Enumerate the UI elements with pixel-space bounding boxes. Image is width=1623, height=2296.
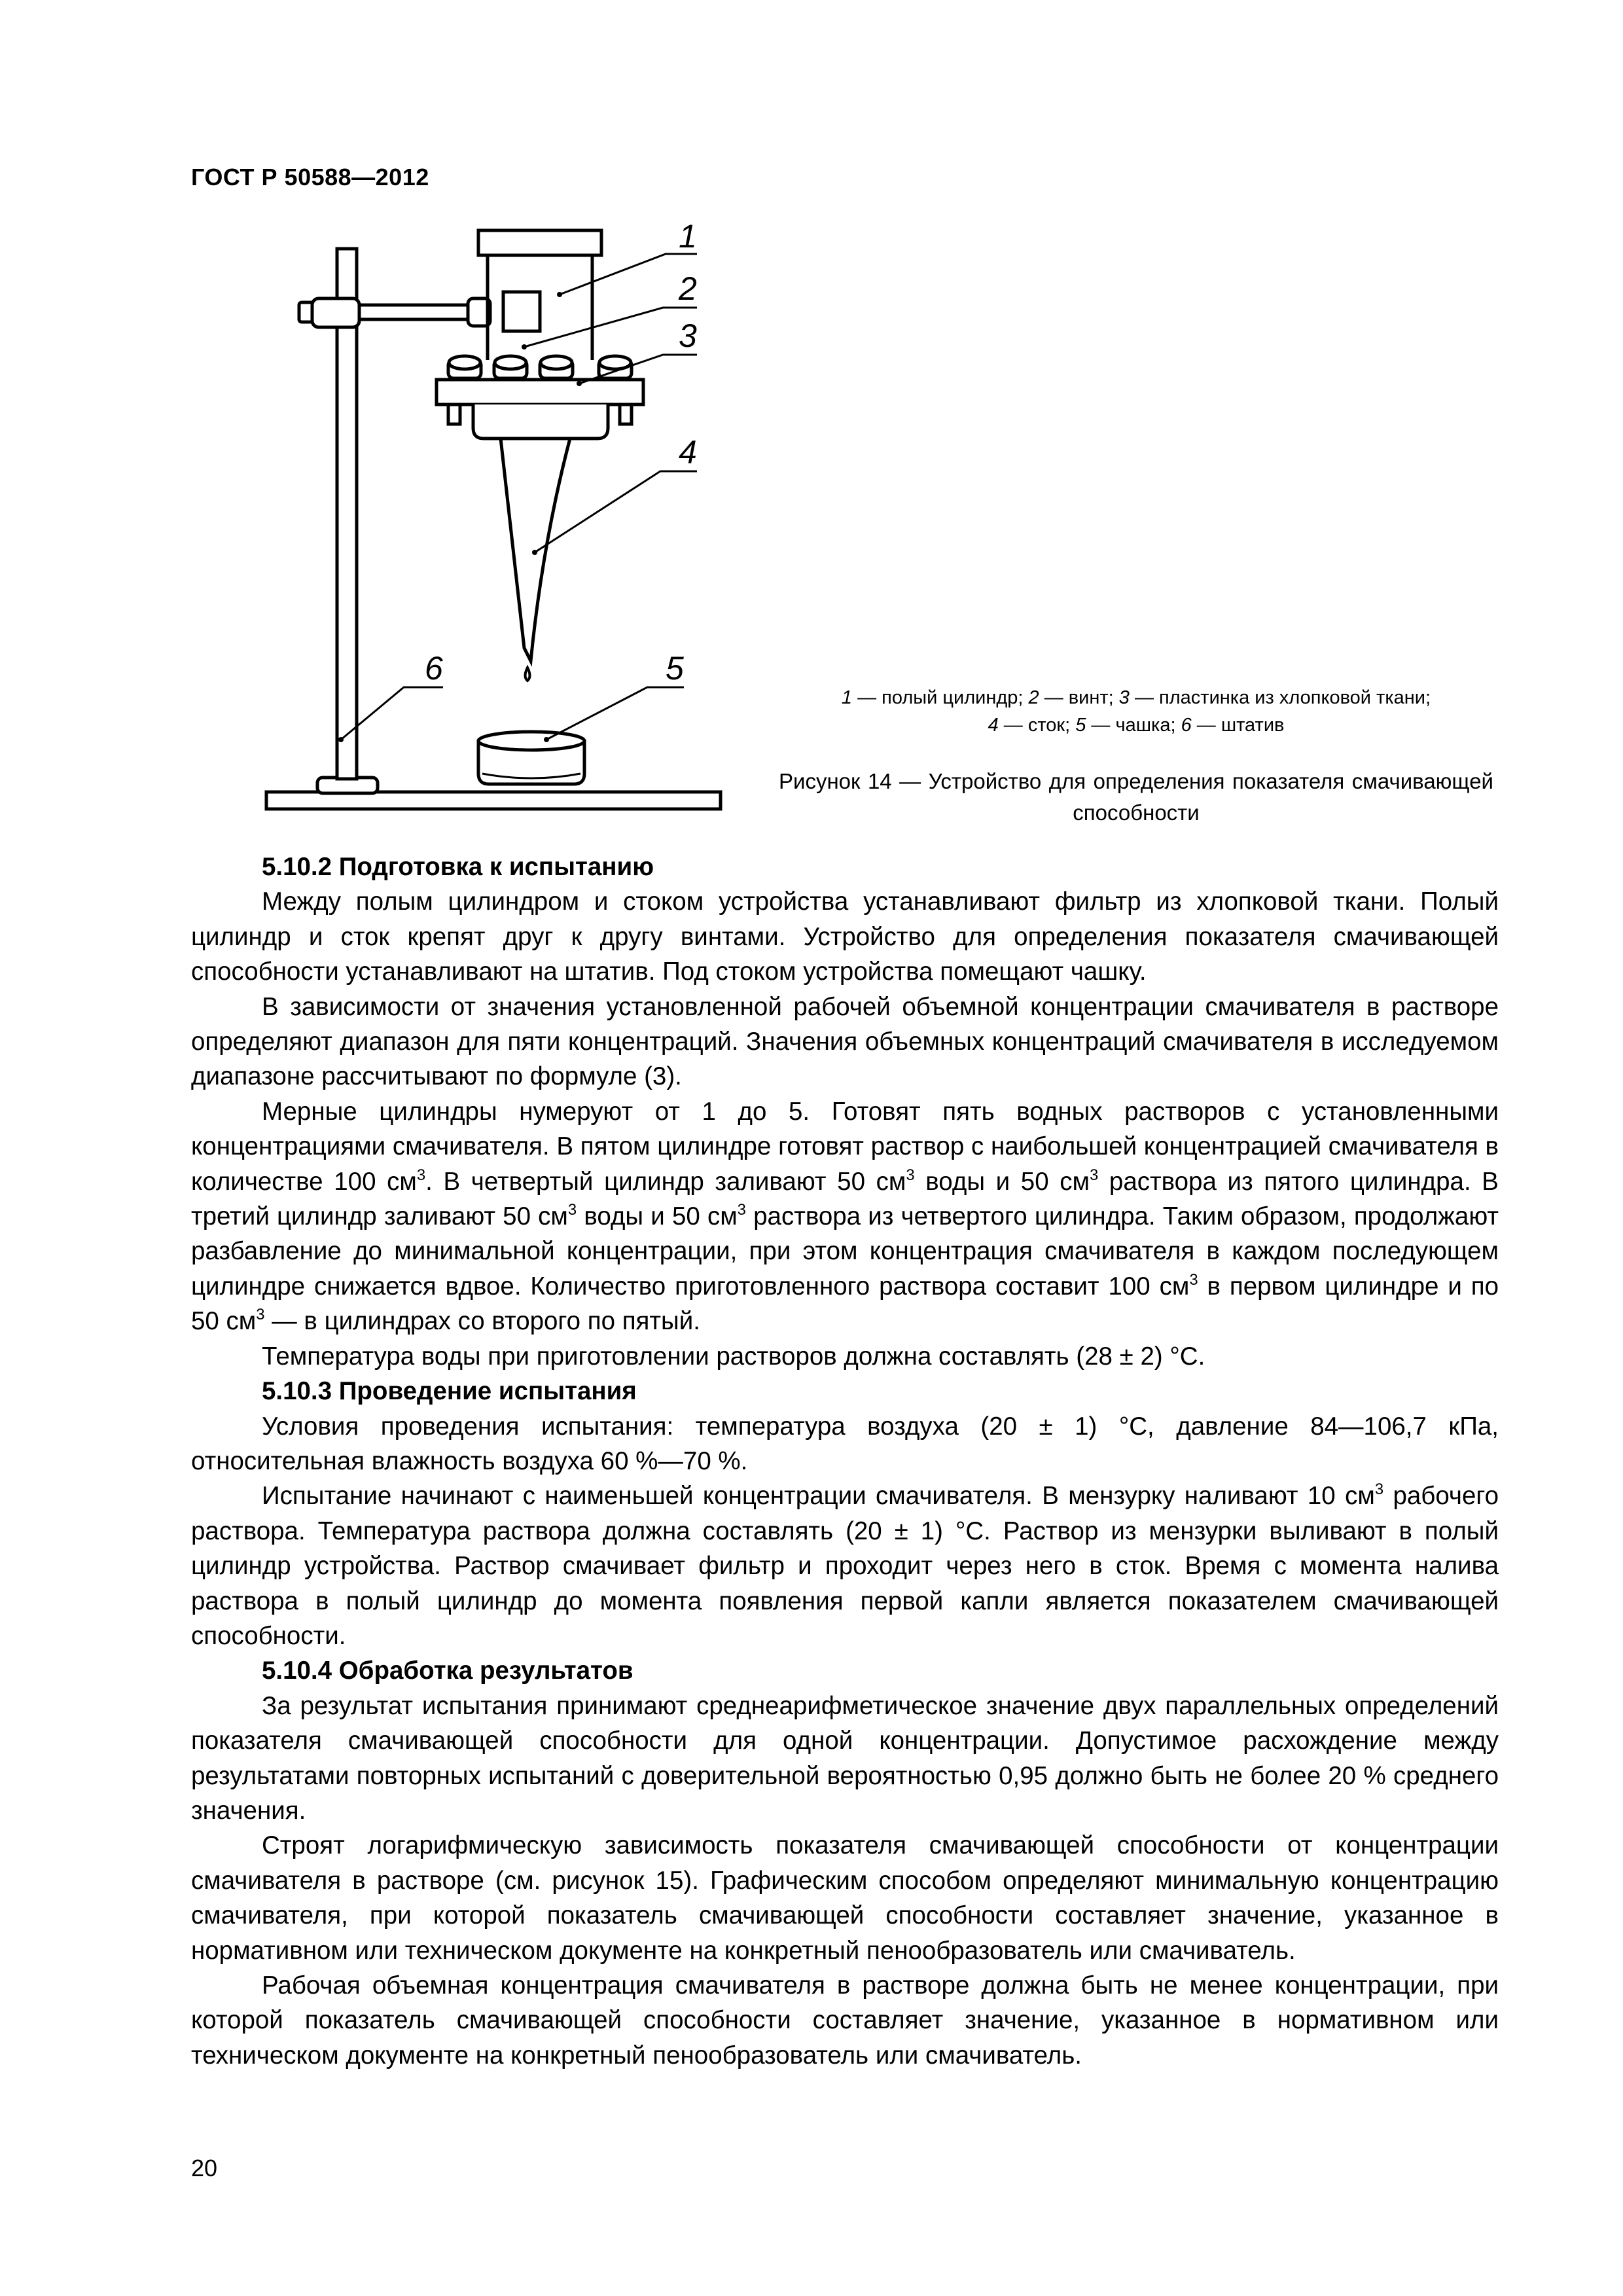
flange-plate [437,380,643,404]
superscript: 3 [1189,1271,1198,1289]
paragraph-text: воды и 50 см [914,1167,1090,1196]
section-heading: 5.10.4 Обработка результатов [262,1657,633,1685]
cylinder-block [503,292,540,331]
paragraph [191,1689,1499,1829]
leader-2 [524,308,697,347]
drain-funnel [501,439,570,661]
legend-text: — сток; [998,715,1076,736]
paragraph-text: в первом цилиндре и по 50 см [191,1272,1499,1336]
paragraph [191,1409,1499,1479]
superscript: 3 [906,1166,915,1184]
drain-cup [473,404,608,439]
superscript: 3 [567,1201,577,1219]
paragraph-text: рабочего раствора. Температура раствора должна составлять (20 ± 1) °С. Раствор из мензурки выливают в полый цилиндр устройства. Раствор смачивает фильтр и проходит через него в сток. Время с момента налива раствора в полый цилиндр до момента появления первой капли является показателем смачивающей способности. [191,1482,1499,1650]
superscript: 3 [1374,1480,1384,1499]
label-1: 1 [679,218,697,255]
superscript: 3 [737,1201,746,1219]
label-6: 6 [425,650,443,687]
paragraph [191,1828,1499,1968]
figure-legend [779,684,1493,739]
legend-text: — чашка; [1086,715,1181,736]
legend-num: 2 [1028,687,1039,708]
paragraph-text: раствора из четвертого цилиндра. Таким образом, продолжают разбавление до минимальной концентрации, при этом концентрация смачивателя в каждом последующем цилиндре снижается вдвое. Количество приготовленного раствора составит 100 см [191,1202,1499,1300]
paragraph [191,990,1499,1094]
paragraph-text: Температура воды при приготовлении растворов должна составлять (28 ± 2) °С. [262,1342,1205,1371]
legend-text: — полый цилиндр; [852,687,1029,708]
document-header: ГОСТ Р 50588—2012 [191,164,429,190]
paragraph-text: — в цилиндрах со второго по пятый. [264,1307,700,1336]
legend-num: 3 [1118,687,1130,708]
page-number: 20 [191,2155,218,2181]
paragraph-text: . В четвертый цилиндр заливают 50 см [425,1167,906,1196]
paragraph-text: Между полым цилиндром и стоком устройства устанавливают фильтр из хлопковой ткани. Полый цилиндр и сток крепят друг к другу винтами. Устройство для определения показателя смачивающей способности устанавливают на штатив. Под стоком устройства помещают чашку. [191,888,1499,986]
legend-num: 6 [1181,715,1192,736]
clamp-boss [312,298,359,327]
paragraph-text: В зависимости от значения установленной рабочей объемной концентрации смачивателя в растворе определяют диапазон для пяти концентраций. Значения объемных концентраций смачивателя в исследуемом диапазоне рассчитывают по формуле (3). [191,992,1499,1091]
superscript: 3 [1089,1166,1099,1184]
legend-text: — пластинка из хлопковой ткани; [1129,687,1431,708]
paragraph-text: Испытание начинают с наименьшей концентрации смачивателя. В мензурку наливают 10 см [262,1482,1375,1511]
paragraph-text: воды и 50 см [577,1202,738,1231]
paragraph [191,1339,1499,1374]
paragraph-text: Рабочая объемная концентрация смачивателя в растворе должна быть не менее концентрации, при которой показатель смачивающей способности составляет значение, указанное в нормативном или техническом документе на конкретный пенообразователь или смачиватель. [191,1971,1499,2070]
label-4: 4 [679,434,697,471]
legend-num: 4 [988,715,999,736]
paragraph-text: раствора из пятого цилиндра. В третий цилиндр заливают 50 см [191,1167,1499,1231]
paragraph-text: Условия проведения испытания: температура воздуха (20 ± 1) °С, давление 84—106,7 кПа, относительная влажность воздуха 60 %—70 %. [191,1412,1499,1475]
paragraph-text: Мерные цилиндры нумеруют от 1 до 5. Готовят пять водных растворов с установленными концентрациями смачивателя. В пятом цилиндре готовят раствор с наибольшей концентрацией смачивателя в количестве 100 см [191,1097,1499,1196]
paragraph [191,1479,1499,1653]
legend-text: — штатив [1191,715,1285,736]
body-text [191,850,1499,2073]
drop [526,668,530,681]
leader-5 [546,687,684,740]
section-heading: 5.10.3 Проведение испытания [262,1377,637,1406]
clamp-arm [359,305,477,319]
apparatus-figure [252,216,749,838]
label-3: 3 [679,317,697,354]
figure-caption: Рисунок 14 — Устройство для определения показателя смачивающей способности [779,769,1493,825]
section-heading: 5.10.2 Подготовка к испытанию [262,853,654,881]
legend-num: 5 [1075,715,1086,736]
leader-1 [560,254,697,295]
paragraph-text: За результат испытания принимают среднеарифметическое значение двух параллельных определений показателя смачивающей способности для одной концентрации. Допустимое расхождение между результатами повторных испытаний с доверительной вероятностью 0,95 должно быть не более 20 % среднего значения. [191,1691,1499,1825]
paragraph [191,1968,1499,2073]
paragraph [191,1094,1499,1339]
paragraph [191,884,1499,989]
superscript: 3 [416,1166,426,1184]
label-2: 2 [679,270,697,307]
superscript: 3 [256,1306,265,1324]
legend-num: 1 [841,687,853,708]
legend-text: — винт; [1039,687,1119,708]
paragraph-text: Строят логарифмическую зависимость показателя смачивающей способности от концентрации смачивателя в растворе (см. рисунок 15). Графическим способом определяют минимальную концентрацию смачивателя, при которой показатель смачивающей способности составляет значение, указанное в нормативном или техническом документе на конкретный пенообразователь или смачиватель. [191,1831,1499,1965]
label-5: 5 [666,650,684,687]
